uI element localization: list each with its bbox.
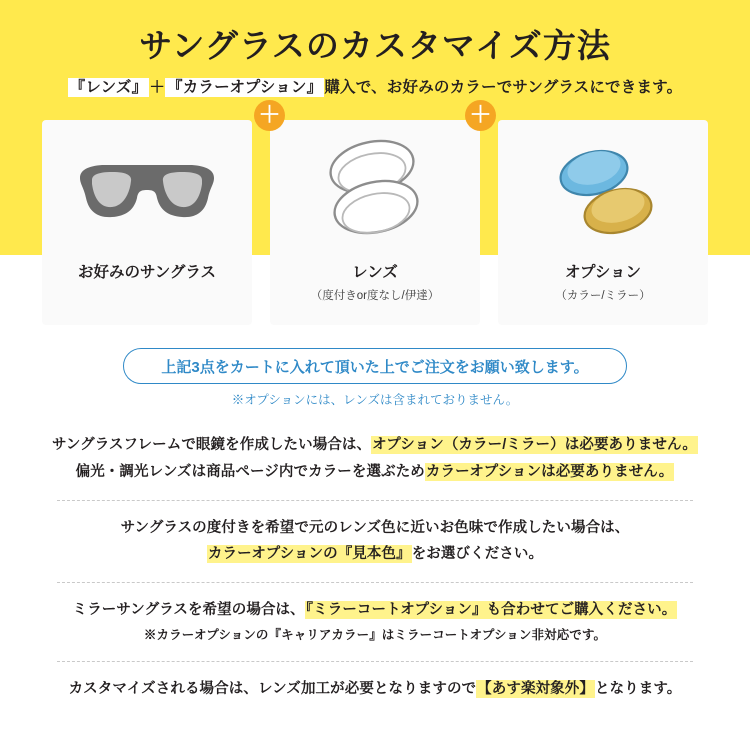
product-cards-row xyxy=(0,120,750,325)
note-block-2 xyxy=(0,501,750,583)
note-line xyxy=(0,432,750,459)
subtitle-part-lens: 『レンズ』 xyxy=(69,79,148,96)
note-block-3 xyxy=(0,583,750,661)
note-highlight: カラーオプションの『見本色』 xyxy=(207,546,411,563)
note-line xyxy=(0,676,750,703)
card-lenses-sub: （度付きor度なし/伊達） xyxy=(310,290,440,302)
sunglasses-icon xyxy=(42,120,252,260)
note-text: ミラーサングラスを希望の場合は、 xyxy=(72,602,305,619)
note-block-4 xyxy=(0,662,750,717)
card-lenses xyxy=(270,120,480,325)
subtitle-part-plus: ＋ xyxy=(149,79,166,96)
subtitle-part-color-option: 『カラーオプション』 xyxy=(167,79,323,96)
note-highlight: 『ミラーコートオプション』も合わせてご購入ください。 xyxy=(305,602,677,619)
lenses-icon xyxy=(270,120,480,260)
card-options-sub: （カラー/ミラー） xyxy=(555,290,651,302)
note-block-1 xyxy=(0,418,750,500)
page-title: サングラスのカスタマイズ方法 xyxy=(139,27,611,64)
plus-icon-1: ＋ xyxy=(254,100,285,131)
card-options xyxy=(498,120,708,325)
notes-section xyxy=(0,418,750,717)
cart-instruction-pill: 上記3点をカートに入れて頂いた上でご注文をお願い致します。 xyxy=(123,348,627,384)
note-text: をお選びください。 xyxy=(411,546,544,563)
note-highlight: 【あす楽対象外】 xyxy=(477,681,594,698)
note-text: となります。 xyxy=(594,681,682,698)
note-highlight: オプション（カラー/ミラー）は必要ありません。 xyxy=(372,437,698,453)
note-line xyxy=(0,541,750,568)
subtitle-part-tail: 購入で、お好みのカラーでサングラスにできます。 xyxy=(324,79,683,96)
color-options-icon xyxy=(498,120,708,260)
note-highlight: カラーオプションは必要ありません。 xyxy=(425,463,674,480)
card-sunglasses-label: お好みのサングラス xyxy=(78,264,216,281)
note-line xyxy=(0,597,750,624)
note-text: サングラスの度付きを希望で元のレンズ色に近いお色味で作成したい場合は、 xyxy=(120,519,630,536)
note-line-small xyxy=(0,624,750,647)
card-options-label: オプション xyxy=(564,264,642,281)
note-line xyxy=(0,515,750,542)
note-text: カスタマイズされる場合は、レンズ加工が必要となりますので xyxy=(68,681,477,698)
note-text: ※カラーオプションの『キャリアカラー』はミラーコートオプション非対応です。 xyxy=(143,628,607,643)
cart-instruction-note: ※オプションには、レンズは含まれておりません。 xyxy=(231,393,519,407)
note-text: 偏光・調光レンズは商品ページ内でカラーを選ぶため xyxy=(75,463,425,480)
note-line xyxy=(0,459,750,486)
note-text: サングラスフレームで眼鏡を作成したい場合は、 xyxy=(51,437,372,453)
card-sunglasses xyxy=(42,120,252,325)
card-lenses-label: レンズ xyxy=(352,264,398,281)
page-subtitle xyxy=(0,75,750,97)
plus-icon-2: ＋ xyxy=(465,100,496,131)
